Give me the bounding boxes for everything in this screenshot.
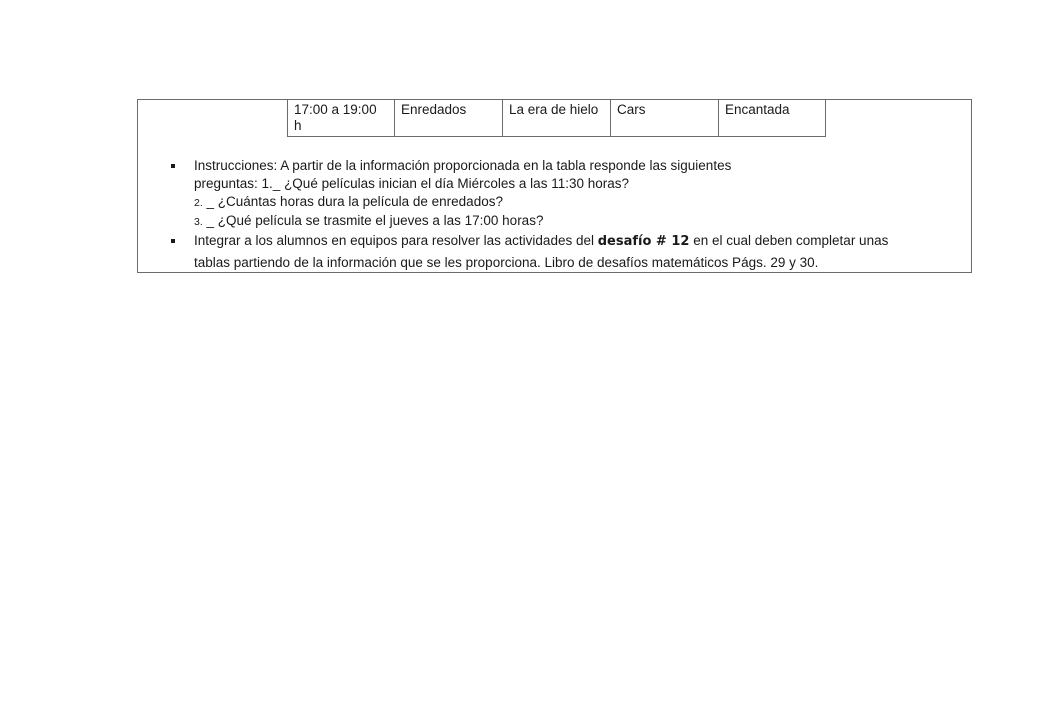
movie-cell: Cars	[611, 99, 719, 137]
time-range: 17:00 a 19:00	[294, 102, 377, 117]
activity-box	[137, 99, 972, 273]
time-suffix: h	[294, 118, 302, 133]
movie-cell: Encantada	[719, 99, 826, 137]
challenge-reference: desafío # 12	[597, 234, 690, 250]
instruction-list	[168, 157, 958, 272]
integrate-line-2: tablas partiendo de la información que se les proporciona. Libro de desafíos matemáticos Págs. 29 y 30.	[194, 254, 819, 270]
time-cell	[287, 99, 395, 137]
instructions-line: Instrucciones: A partir de la información proporcionada en la tabla responde las siguientes	[194, 158, 732, 173]
question-3	[194, 212, 958, 232]
schedule-table-row	[287, 99, 826, 137]
integrate-text: Integrar a los alumnos en equipos para resolver las actividades del	[194, 233, 598, 249]
movie-cell: Enredados	[395, 99, 503, 137]
bullet-icon	[171, 164, 175, 168]
question-text: _ ¿Cuántas horas dura la película de enredados?	[202, 193, 503, 209]
integrate-line	[194, 232, 958, 251]
instructions-item	[168, 157, 958, 232]
question-2	[194, 193, 958, 213]
question-number: 2.	[194, 196, 203, 209]
question-1: preguntas: 1._ ¿Qué películas inician el día Miércoles a las 11:30 horas?	[194, 175, 629, 191]
integrate-item	[168, 232, 958, 272]
question-text: _ ¿Qué película se trasmite el jueves a las 17:00 horas?	[202, 213, 544, 229]
bullet-icon	[171, 239, 175, 243]
movie-cell: La era de hielo	[503, 99, 611, 137]
question-number: 3.	[194, 216, 203, 229]
integrate-text-end: en el cual deben completar unas	[689, 233, 889, 249]
